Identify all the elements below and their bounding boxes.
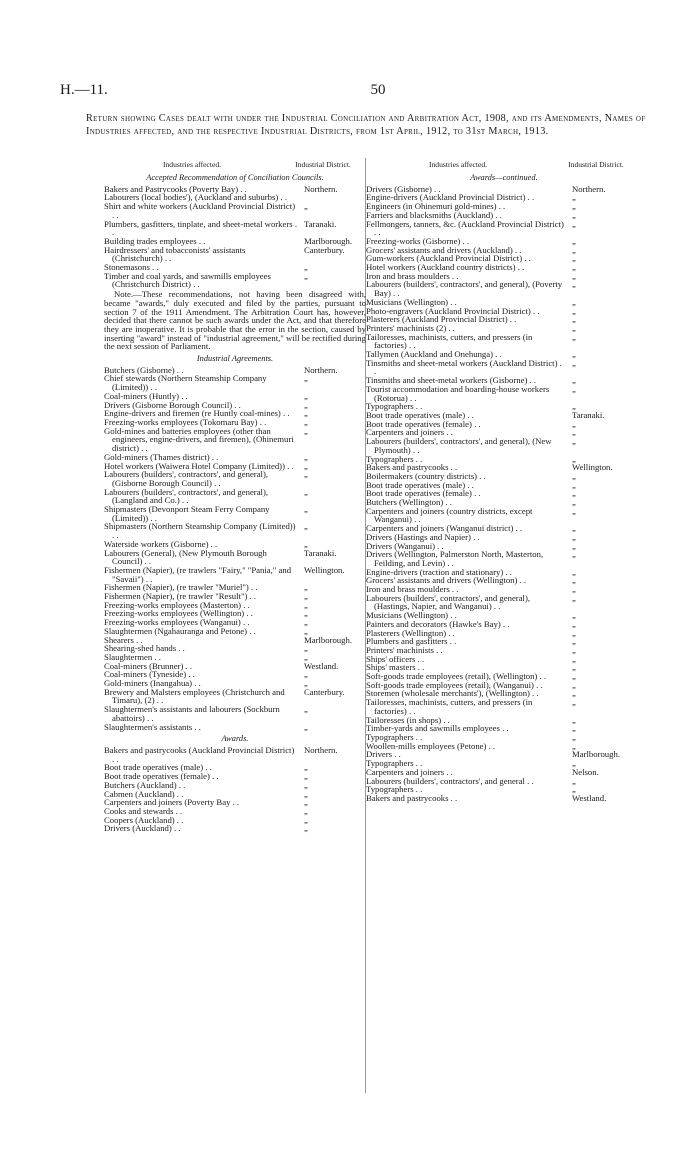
header-district: Industrial District.	[568, 160, 624, 170]
table-row	[104, 566, 366, 583]
industrial-district: „	[304, 797, 308, 808]
industry-name: Timber and coal yards, and sawmills employees (Christchurch District) . .	[104, 270, 271, 290]
table-row	[366, 594, 642, 611]
industry-name: Grocers' assistants and drivers (Auckland) . .	[366, 244, 522, 255]
industrial-district: „	[572, 627, 576, 638]
industry-name: Cooks and stewards . .	[104, 805, 183, 816]
industry-name: Freezing-works employees (Wanganui) . .	[104, 617, 250, 628]
industry-name: Shirt and white workers (Auckland Provincial District) . .	[104, 201, 296, 220]
table-row	[104, 427, 366, 453]
industrial-district: Northern.	[304, 364, 338, 375]
table-row	[104, 688, 366, 705]
industry-name: Farriers and blacksmiths (Auckland) . .	[366, 209, 502, 220]
industry-name: Labourers (General), (New Plymouth Borough Council) . .	[104, 547, 267, 567]
industry-name: Building trades employees . .	[104, 235, 206, 246]
industrial-district: Wellington.	[304, 564, 345, 575]
industry-name: Plasterers (Auckland Provincial District) . .	[366, 314, 517, 325]
industrial-district: „	[304, 469, 308, 480]
industrial-district: „	[304, 678, 308, 689]
industry-name: Hotel workers (Waiwera Hotel Company (Limited)) . .	[104, 460, 294, 471]
industry-name: Engineers (in Ohinemuri gold-mines) . .	[366, 201, 506, 212]
section-heading-recommendations: Accepted Recommendation of Conciliation Councils.	[146, 173, 324, 182]
industrial-district: „	[304, 704, 308, 715]
industrial-district: „	[304, 591, 308, 602]
industry-name: Waterside workers (Gisborne) . .	[104, 538, 218, 549]
industry-name: Labourers (builders', contractors', and general), (Poverty Bay) . .	[366, 279, 563, 299]
industrial-district: Wellington.	[572, 462, 613, 473]
industrial-district: „	[304, 504, 308, 515]
section-heading-awards-continued: Awards—continued.	[470, 173, 538, 182]
industry-name: Drivers (Wellington, Palmerston North, Masterton, Feilding, and Levin) . .	[366, 549, 544, 568]
agreements-list	[104, 366, 366, 732]
table-row	[366, 437, 642, 454]
table-row	[104, 272, 366, 289]
industrial-district: „	[304, 779, 308, 790]
industry-name: Hotel workers (Auckland country districts) . .	[366, 262, 525, 273]
industry-name: Carpenters and joiners (country districts, except Wanganui) . .	[366, 505, 533, 525]
header-industries: Industries affected.	[162, 160, 222, 170]
industrial-district: „	[572, 488, 576, 499]
industry-name: Fellmongers, tanners, &c. (Auckland Provincial District) . .	[366, 218, 564, 238]
industry-name: Boot trade operatives (female) . .	[366, 418, 481, 429]
industry-name: Ships' masters . .	[366, 662, 425, 673]
industry-name: Slaughtermen's assistants . .	[104, 721, 201, 732]
industry-name: Gold-miners (Inangahua) . .	[104, 678, 201, 689]
industrial-district: „	[572, 201, 576, 212]
industrial-district: „	[572, 497, 576, 508]
industrial-district: „	[572, 714, 576, 725]
industry-name: Printers' machinists (2) . .	[366, 322, 455, 333]
industry-name: Slaughtermen (Ngahauranga and Petone) . .	[104, 625, 256, 636]
industrial-district: Canterbury.	[304, 244, 345, 255]
industrial-district: „	[304, 425, 308, 436]
industry-name: Coal-miners (Huntly) . .	[104, 390, 188, 401]
industrial-district: „	[304, 643, 308, 654]
industrial-district: Marlborough.	[304, 235, 353, 246]
industry-name: Freezing-works employees (Masterton) . .	[104, 599, 250, 610]
industrial-district: „	[304, 805, 308, 816]
industrial-district: Taranaki.	[304, 547, 337, 558]
industry-name: Coal-miners (Brunner) . .	[104, 660, 193, 671]
industrial-district: Taranaki.	[304, 218, 337, 229]
industrial-district: „	[572, 523, 576, 534]
industrial-district: Marlborough.	[572, 749, 621, 760]
industry-name: Shipmasters (Northern Steamship Company (Limited)) . .	[104, 521, 296, 541]
industry-name: Bakers and Pastrycooks (Poverty Bay) . .	[104, 183, 247, 194]
industrial-district: „	[572, 401, 576, 412]
column-headers	[366, 158, 642, 170]
industrial-district: „	[572, 758, 576, 769]
industrial-district: „	[572, 322, 576, 333]
industrial-district: „	[572, 505, 576, 516]
industrial-district: „	[572, 314, 576, 325]
industrial-district: „	[304, 390, 308, 401]
section-heading-agreements: Industrial Agreements.	[196, 354, 274, 364]
industrial-district: „	[572, 262, 576, 273]
industrial-district: „	[572, 418, 576, 429]
industry-name: Boilermakers (country districts) . .	[366, 470, 486, 481]
industry-name: Tourist accommodation and boarding-house workers (Rotorua) . .	[366, 383, 550, 403]
industry-name: Tallymen (Auckland and Onehunga) . .	[366, 349, 502, 360]
right-column	[366, 158, 642, 803]
industry-name: Drivers . .	[366, 749, 401, 760]
industry-name: Plumbers and gasfitters . .	[366, 636, 457, 647]
table-row	[366, 333, 642, 350]
table-row	[104, 522, 366, 539]
industry-name: Photo-engravers (Auckland Provincial District) . .	[366, 305, 540, 316]
industry-name: Tailoresses, machinists, cutters, and pressers (in factories) . .	[366, 697, 533, 716]
industry-name: Fishermen (Napier), (re trawler "Result") . .	[104, 591, 257, 602]
industry-name: Drivers (Gisborne) . .	[366, 183, 441, 194]
industry-name: Grocers' assistants and drivers (Wellington) . .	[366, 575, 527, 586]
industry-name: Coopers (Auckland) . .	[104, 814, 184, 825]
table-row	[366, 550, 642, 567]
industry-name: Carpenters and joiners (Wanganui district) . .	[366, 523, 523, 534]
industrial-district: „	[304, 399, 308, 410]
industrial-district: Marlborough.	[304, 634, 353, 645]
industry-name: Soft-goods trade employees (retail), (Wellington) . .	[366, 671, 546, 682]
left-column	[104, 158, 366, 833]
industry-name: Stonemasons . .	[104, 262, 159, 273]
industry-name: Hairdressers' and tobacconists' assistants (Christchurch) . .	[104, 244, 246, 264]
table-row	[104, 746, 366, 763]
industry-name: Labourers (builders', contractors', and general), (Langland and Co.) . .	[104, 486, 269, 506]
industrial-district: „	[572, 218, 576, 229]
industry-name: Freezing-works employees (Wellington) . .	[104, 608, 253, 619]
industry-name: Gold-miners (Thames district) . .	[104, 451, 219, 462]
industry-name: Boot trade operatives (male) . .	[366, 409, 474, 420]
table-row	[366, 359, 642, 376]
industry-name: Fishermen (Napier), (re trawler "Muriel") . .	[104, 582, 258, 593]
industrial-district: „	[572, 383, 576, 394]
industry-name: Bakers and pastrycooks . .	[366, 462, 458, 473]
industrial-district: „	[572, 740, 576, 751]
industry-name: Shearers . .	[104, 634, 143, 645]
industrial-district: Westland.	[304, 660, 339, 671]
header-district: Industrial District.	[295, 160, 351, 170]
industrial-district	[298, 193, 366, 202]
industrial-district: „	[572, 375, 576, 386]
industrial-district: „	[572, 784, 576, 795]
industrial-district: „	[304, 771, 308, 782]
industrial-district: „	[572, 775, 576, 786]
industry-name: Typographers . .	[366, 732, 423, 742]
table-row	[104, 505, 366, 522]
industry-name: Iron and brass moulders . .	[366, 584, 459, 595]
industry-name: Butchers (Auckland) . .	[104, 779, 186, 790]
industry-name: Timber-yards and sawmills employees . .	[366, 723, 509, 734]
industrial-district: „	[304, 599, 308, 610]
industry-name: Plumbers, gasfitters, tinplate, and sheet-metal workers . .	[104, 218, 298, 238]
industrial-district: Northern.	[304, 745, 338, 755]
industrial-district: „	[304, 651, 308, 662]
industrial-district: „	[572, 244, 576, 255]
industrial-district: „	[304, 788, 308, 799]
industry-name: Coal-miners (Tyneside) . .	[104, 669, 195, 680]
industrial-district: Westland.	[572, 792, 607, 803]
industry-name: Labourers (builders', contractors', and general . .	[366, 775, 534, 786]
industrial-district: „	[572, 209, 576, 220]
table-row	[104, 246, 366, 263]
industry-name: Carpenters and joiners . .	[366, 766, 453, 777]
industry-name: Boot trade operatives (male) . .	[104, 762, 212, 773]
column-headers	[104, 158, 366, 170]
industrial-district: „	[572, 688, 576, 699]
industry-name: Labourers (builders', contractors', and general), (New Plymouth) . .	[366, 436, 552, 455]
industry-name: Drivers (Auckland) . .	[104, 823, 181, 834]
recommendations-list	[104, 185, 366, 289]
table-row	[366, 698, 642, 715]
industry-name: Freezing-works employees (Tokomaru Bay) . .	[104, 416, 267, 427]
industrial-district: „	[304, 814, 308, 825]
industrial-district: „	[572, 192, 576, 203]
industry-name: Soft-goods trade employees (retail), (Wanganui) . .	[366, 679, 543, 690]
industry-name: Woollen-mills employees (Petone) . .	[366, 740, 496, 751]
return-title: Return showing Cases dealt with under the Industrial Conciliation and Arbitration Act, 1908, and its Amendments, Names of Industries affected, and the respective Industrial Districts, from 1st April, 1912, to 31st March, 1913.	[86, 113, 646, 137]
industry-name: Bakers and pastrycooks (Auckland Provincial District) . .	[104, 745, 295, 764]
industrial-district: Canterbury.	[304, 686, 345, 697]
industry-name: Freezing-works (Gisborne) . .	[366, 235, 470, 246]
industrial-district: „	[572, 296, 576, 307]
industry-name: Chief stewards (Northern Steamship Company (Limited)) . .	[104, 373, 267, 393]
industrial-district: „	[304, 408, 308, 419]
industrial-district: „	[572, 679, 576, 690]
table-row	[104, 705, 366, 722]
industrial-district: „	[572, 636, 576, 647]
industry-name: Butchers (Gisborne) . .	[104, 364, 184, 375]
industrial-district: „	[304, 262, 308, 273]
industry-name: Slaughtermen's assistants and labourers (Sockburn abattoirs) . .	[104, 704, 280, 723]
industry-name: Labourers (builders', contractors', and general), (Gisborne Borough Council) . .	[104, 469, 269, 488]
industry-name: Typographers . .	[366, 758, 423, 769]
table-row	[104, 202, 366, 219]
industry-name: Drivers (Hastings and Napier) . .	[366, 531, 480, 542]
industry-name: Drivers (Gisborne Borough Council) . .	[104, 399, 241, 410]
industrial-district: „	[304, 460, 308, 471]
industry-name: Butchers (Wellington) . .	[366, 497, 452, 508]
industrial-district: „	[304, 617, 308, 628]
industrial-district: „	[304, 521, 308, 532]
industrial-district: „	[572, 549, 576, 560]
industrial-district: „	[304, 669, 308, 680]
industry-name: Printers' machinists . .	[366, 644, 443, 655]
industrial-district: „	[572, 331, 576, 342]
industry-name: Fishermen (Napier), (re trawlers "Fairy," "Pania," and "Savaii") . .	[104, 564, 292, 584]
industry-name: Shearing-shed hands . .	[104, 643, 185, 654]
industrial-district: „	[304, 582, 308, 593]
industry-name: Cabmen (Auckland) . .	[104, 788, 184, 799]
industrial-district: „	[572, 584, 576, 595]
industrial-district: „	[572, 575, 576, 586]
industrial-district: Taranaki.	[572, 409, 605, 420]
industrial-district: „	[572, 697, 576, 708]
industry-name: Plasterers (Wellington) . .	[366, 627, 455, 638]
industry-name: Typographers . .	[366, 401, 423, 412]
industrial-district: „	[572, 279, 576, 290]
industrial-district: „	[572, 235, 576, 246]
table-row	[104, 549, 366, 566]
industry-name: Boot trade operatives (female) . .	[104, 771, 219, 782]
section-heading-awards: Awards.	[221, 734, 249, 744]
industry-name: Engine-drivers (Auckland Provincial District) . .	[366, 192, 535, 203]
table-row	[104, 723, 366, 732]
industrial-district: „	[572, 723, 576, 734]
industry-name: Musicians (Wellington) . .	[366, 296, 457, 307]
industrial-district: „	[304, 201, 308, 212]
industrial-district: „	[572, 436, 576, 447]
table-row	[104, 470, 366, 487]
industry-name: Iron and brass moulders . .	[366, 270, 459, 281]
awards-list	[104, 746, 366, 833]
document-code: H.—11.	[60, 82, 108, 98]
industry-name: Engine-drivers and firemen (re Huntly coal-mines) . .	[104, 408, 290, 419]
industrial-district: „	[304, 270, 308, 281]
industry-name: Bakers and pastrycooks . .	[366, 792, 458, 803]
industry-name: Typographers . .	[366, 784, 423, 795]
industrial-district: „	[572, 644, 576, 655]
table-row	[104, 824, 366, 833]
industry-name: Gum-workers (Auckland Provincial District) . .	[366, 253, 531, 264]
industrial-district: „	[304, 625, 308, 636]
header-industries: Industries affected.	[428, 160, 488, 170]
industry-name: Labourers (local bodies'), (Auckland and suburbs) . .	[104, 192, 287, 203]
industry-name: Gold-mines and batteries employees (other than engineers, engine-drivers, and firemen), (Ohinemuri district) . .	[104, 425, 294, 454]
industrial-district: „	[572, 305, 576, 316]
industrial-district: „	[304, 416, 308, 427]
industrial-district: „	[572, 618, 576, 629]
industrial-district: „	[304, 486, 308, 497]
industrial-district: „	[304, 608, 308, 619]
awards-continued-list	[366, 185, 642, 803]
table-row	[104, 488, 366, 505]
table-row	[366, 794, 642, 803]
industrial-district: „	[572, 427, 576, 438]
industrial-district: „	[572, 671, 576, 682]
industry-name: Drivers (Wanganui) . .	[366, 540, 444, 551]
industry-name: Labourers (builders', contractors', and general), (Hastings, Napier, and Wanganui) . .	[366, 592, 531, 612]
industrial-district: „	[572, 531, 576, 542]
industrial-district: „	[572, 732, 576, 742]
industry-name: Musicians (Wellington) . .	[366, 610, 457, 621]
industry-name: Shipmasters (Devonport Steam Ferry Company (Limited)) . .	[104, 504, 270, 523]
industrial-district: „	[572, 253, 576, 264]
page-header	[48, 82, 652, 102]
industry-name: Storemen (wholesale merchants'), (Wellington) . .	[366, 688, 539, 699]
industry-name: Typographers . .	[366, 453, 423, 464]
industrial-district: „	[572, 349, 576, 360]
industrial-district: „	[304, 823, 308, 834]
note-paragraph: Note.—These recommendations, not having been disagreed with, became "awards," duly executed and filed by the parties, pursuant to section 7 of the 1911 Amendment. The Arbitration Court has, however, decided that there cannot be such awards under the Act, and that therefore they are inoperative. It is probable that the error in the section, caused by inserting "award" instead of "industrial agreement," will be rectified during the next session of Parliament.	[104, 289, 366, 352]
industrial-district: „	[304, 762, 308, 773]
industry-name: Tailoresses (in shops) . .	[366, 714, 450, 725]
industrial-district: „	[572, 653, 576, 664]
industry-name: Painters and decorators (Hawke's Bay) . .	[366, 618, 510, 629]
industrial-district: Nelson.	[572, 766, 599, 777]
industry-name: Tailoresses, machinists, cutters, and pressers (in factories) . .	[366, 331, 533, 351]
page-number: 50	[370, 82, 386, 98]
industry-name: Ships' officers . .	[366, 653, 425, 664]
industrial-district: Northern.	[572, 183, 606, 194]
industry-name: Engine-drivers (traction and stationary) . .	[366, 566, 512, 577]
industrial-district: „	[572, 540, 576, 551]
industrial-district: „	[572, 566, 576, 577]
table-row	[366, 507, 642, 524]
industry-name: Tinsmiths and sheet-metal workers (Auckland District) . .	[366, 357, 562, 377]
table-row	[366, 385, 642, 402]
industry-name: Tinsmiths and sheet-metal workers (Gisborne) . .	[366, 375, 537, 386]
table-row	[104, 374, 366, 391]
table-row	[366, 280, 642, 297]
industrial-district: „	[572, 610, 576, 621]
table-row	[366, 220, 642, 237]
industrial-district: „	[304, 538, 308, 549]
industry-name: Boot trade operatives (female) . .	[366, 488, 481, 499]
industrial-district: „	[572, 479, 576, 490]
industrial-district: „	[304, 721, 308, 732]
industrial-district: „	[572, 470, 576, 481]
industrial-district: „	[572, 357, 576, 368]
industrial-district: Northern.	[304, 183, 338, 194]
industry-name: Brewery and Malsters employees (Christchurch and Timaru), (2) . .	[104, 686, 285, 706]
industrial-district: „	[572, 270, 576, 281]
industrial-district: „	[572, 662, 576, 673]
industrial-district: „	[572, 592, 576, 603]
industry-name: Carpenters and joiners . .	[366, 427, 453, 438]
industrial-district: „	[304, 373, 308, 384]
industry-name: Carpenters and joiners (Poverty Bay . .	[104, 797, 240, 808]
industry-name: Boot trade operatives (male) . .	[366, 479, 474, 490]
table-row	[104, 220, 366, 237]
industry-name: Slaughtermen . .	[104, 651, 161, 662]
industrial-district: „	[304, 451, 308, 462]
industrial-district: „	[572, 453, 576, 464]
